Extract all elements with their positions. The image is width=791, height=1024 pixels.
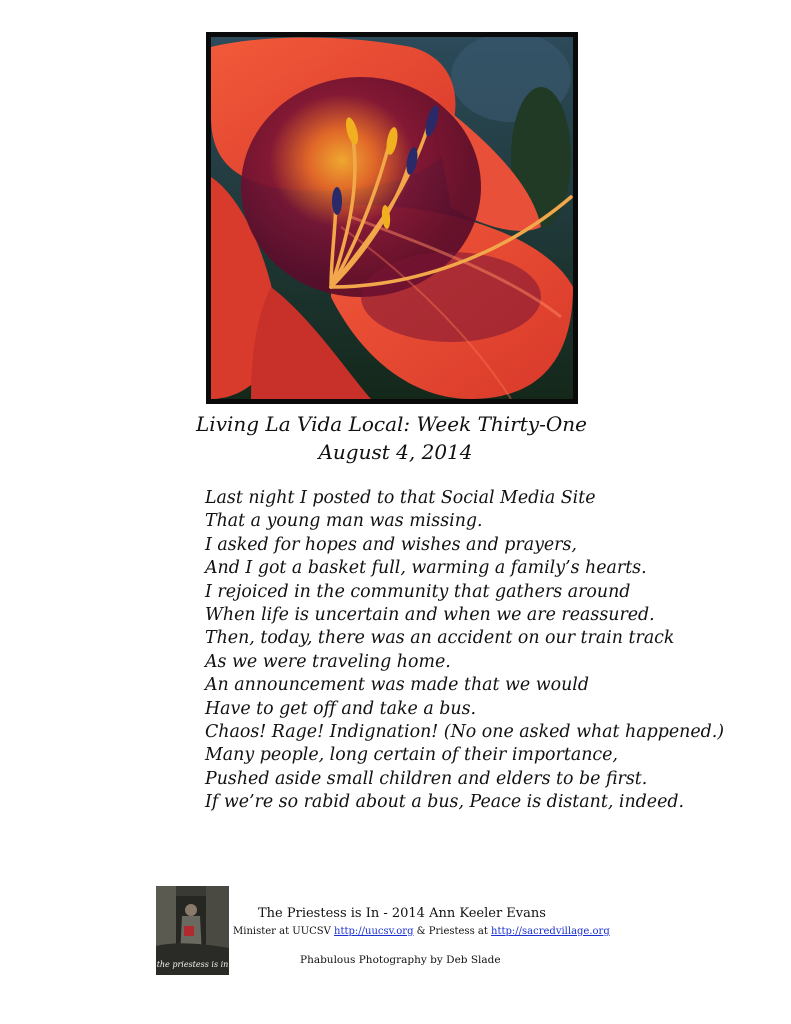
sacredvillage-link[interactable]: http://sacredvillage.org xyxy=(491,926,610,937)
role-prefix: Minister at UUCSV xyxy=(233,926,335,937)
photo-credit: Phabulous Photography by Deb Slade xyxy=(300,954,501,966)
poem-line: I rejoiced in the community that gathers around xyxy=(205,581,631,602)
author-role xyxy=(233,926,610,937)
daylily-image xyxy=(211,37,573,399)
logo-caption: the priestess is in xyxy=(156,960,229,969)
poem-line: I asked for hopes and wishes and prayers, xyxy=(205,534,577,555)
poem-line: As we were traveling home. xyxy=(205,651,451,672)
flower-photo xyxy=(206,32,578,404)
author-credit: The Priestess is In - 2014 Ann Keeler Evans xyxy=(258,906,546,921)
poem-line: That a young man was missing. xyxy=(205,511,483,532)
poem-line: Chaos! Rage! Indignation! (No one asked what happened.) xyxy=(205,721,725,742)
poem-body xyxy=(205,487,765,814)
poem-title: Living La Vida Local: Week Thirty-One xyxy=(196,412,587,436)
poem-line: Last night I posted to that Social Media Site xyxy=(205,488,596,508)
poem-line: Have to get off and take a bus. xyxy=(205,698,477,719)
poem-line: Pushed aside small children and elders to be first. xyxy=(205,768,648,789)
poem-line: And I got a basket full, warming a family’s hearts. xyxy=(205,558,647,579)
priestess-logo xyxy=(156,886,229,975)
role-middle: & Priestess at xyxy=(413,926,492,937)
poem-line: An announcement was made that we would xyxy=(205,675,590,696)
poem-line: When life is uncertain and when we are reassured. xyxy=(205,604,655,625)
poem-date: August 4, 2014 xyxy=(318,440,473,464)
uucsv-link[interactable]: http://uucsv.org xyxy=(334,926,414,937)
poem-line: Many people, long certain of their importance, xyxy=(205,745,618,766)
poem-line: Then, today, there was an accident on our train track xyxy=(205,628,675,649)
poem-line: If we’re so rabid about a bus, Peace is distant, indeed. xyxy=(205,792,685,813)
